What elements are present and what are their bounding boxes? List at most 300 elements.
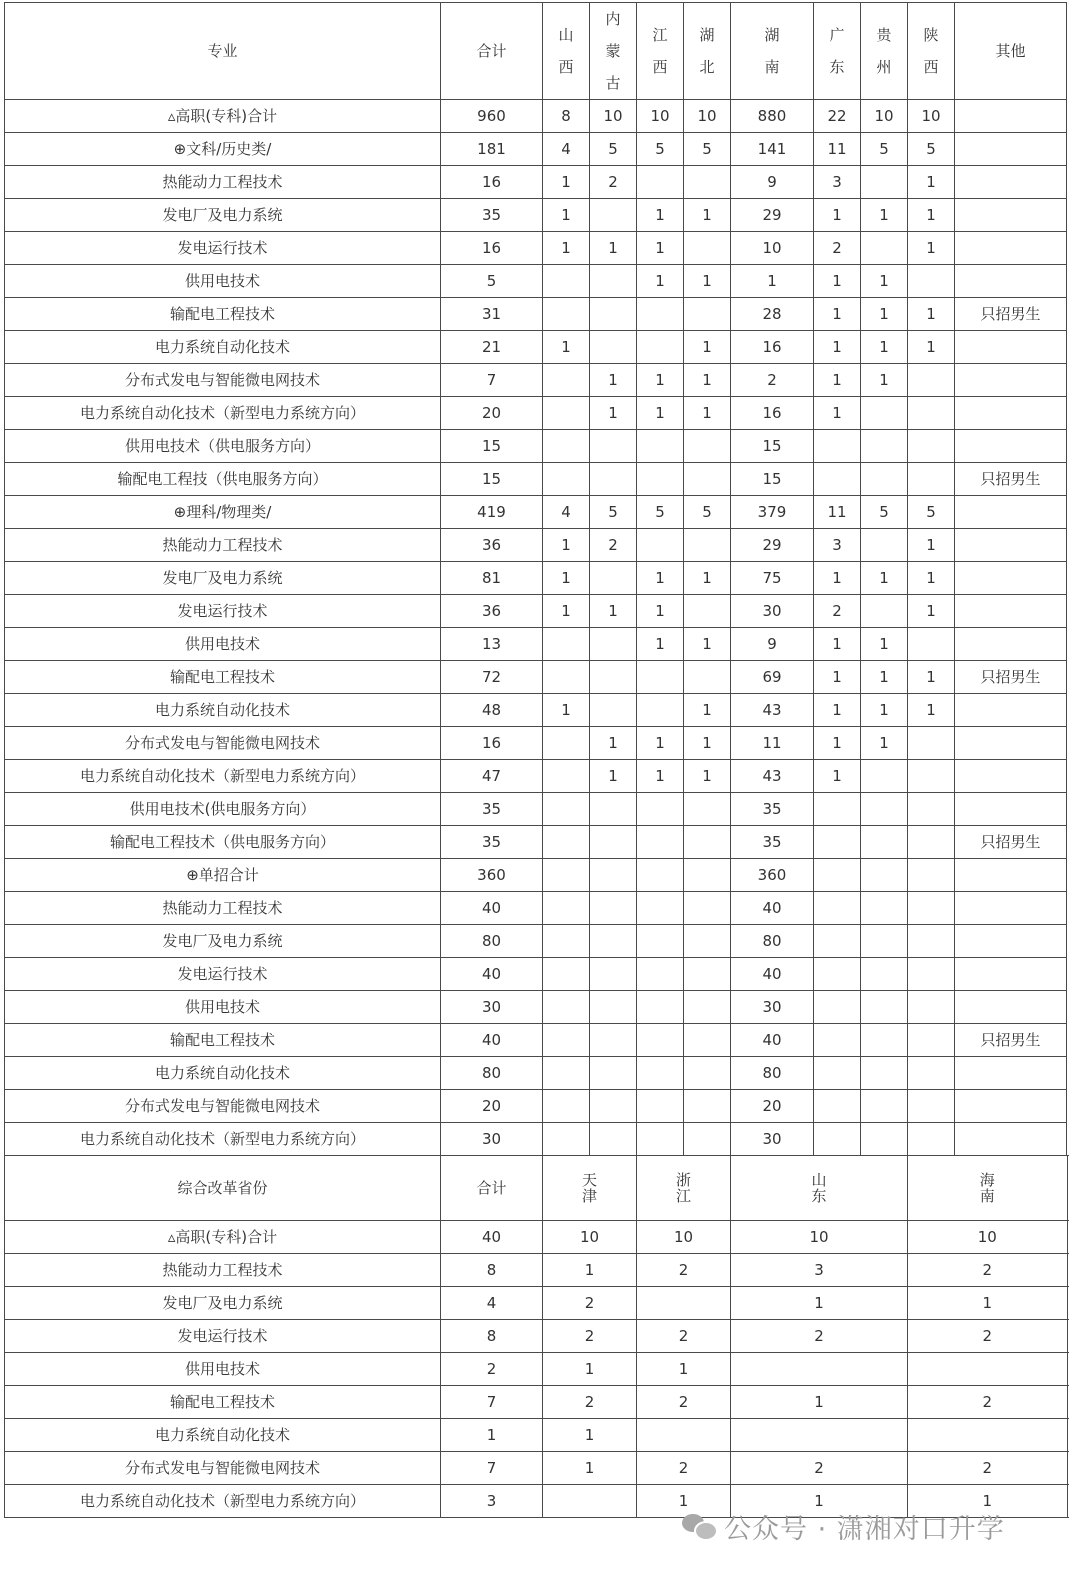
quota-cell: 1	[543, 199, 590, 232]
table-row	[5, 430, 1068, 463]
quota-cell: 7	[441, 1386, 543, 1419]
quota-cell	[590, 991, 637, 1024]
table-row	[5, 496, 1068, 529]
major-name: 供用电技术	[5, 628, 441, 661]
quota-cell: 1	[731, 1386, 908, 1419]
remark	[955, 265, 1067, 298]
reform-row	[5, 1386, 1068, 1419]
table-row	[5, 133, 1068, 166]
quota-cell: 2	[731, 1452, 908, 1485]
quota-cell	[543, 1057, 590, 1090]
header-province: 江 西	[637, 3, 684, 100]
quota-cell: 1	[441, 1419, 543, 1452]
major-name: 分布式发电与智能微电网技术	[5, 364, 441, 397]
quota-cell: 1	[814, 628, 861, 661]
quota-cell: 1	[861, 265, 908, 298]
quota-cell: 10	[684, 100, 731, 133]
quota-cell: 1	[861, 199, 908, 232]
quota-cell: 5	[861, 133, 908, 166]
quota-cell: 35	[441, 793, 543, 826]
quota-cell	[684, 991, 731, 1024]
quota-cell	[908, 760, 955, 793]
header-province: 陕 西	[908, 3, 955, 100]
quota-cell	[861, 859, 908, 892]
quota-cell	[543, 1090, 590, 1123]
wechat-icon	[682, 1512, 716, 1540]
quota-cell	[684, 859, 731, 892]
quota-cell	[814, 892, 861, 925]
quota-cell	[590, 892, 637, 925]
quota-cell	[908, 991, 955, 1024]
quota-cell	[861, 826, 908, 859]
quota-cell: 4	[441, 1287, 543, 1320]
quota-cell	[908, 727, 955, 760]
quota-cell: 2	[637, 1452, 731, 1485]
quota-cell: 1	[861, 298, 908, 331]
quota-cell	[637, 826, 684, 859]
quota-cell	[814, 793, 861, 826]
quota-cell: 1	[908, 331, 955, 364]
quota-cell: 1	[861, 364, 908, 397]
quota-cell	[637, 1057, 684, 1090]
quota-cell: 2	[543, 1320, 637, 1353]
quota-cell: 15	[441, 430, 543, 463]
quota-cell	[861, 958, 908, 991]
quota-cell	[590, 628, 637, 661]
quota-cell: 1	[908, 199, 955, 232]
quota-cell: 30	[731, 1123, 814, 1156]
quota-cell	[908, 826, 955, 859]
quota-cell	[637, 1024, 684, 1057]
reform-header-row	[5, 1156, 1068, 1221]
quota-cell	[814, 1090, 861, 1123]
major-name: 发电厂及电力系统	[5, 925, 441, 958]
quota-cell: 1	[543, 1452, 637, 1485]
quota-cell	[814, 1057, 861, 1090]
major-name: ▵高职(专科)合计	[5, 1221, 441, 1254]
quota-cell: 1	[861, 331, 908, 364]
quota-cell: 1	[861, 628, 908, 661]
quota-cell: 15	[731, 430, 814, 463]
quota-cell	[861, 1024, 908, 1057]
quota-cell: 8	[441, 1320, 543, 1353]
quota-cell: 1	[861, 694, 908, 727]
quota-cell: 1	[908, 1287, 1068, 1320]
quota-cell: 1	[814, 661, 861, 694]
quota-cell: 10	[543, 1221, 637, 1254]
quota-cell	[814, 859, 861, 892]
reform-header-empty	[1067, 1156, 1068, 1221]
quota-cell: 7	[441, 1452, 543, 1485]
quota-cell	[908, 1090, 955, 1123]
quota-cell: 1	[908, 595, 955, 628]
quota-cell	[590, 1057, 637, 1090]
remark	[955, 232, 1067, 265]
quota-cell: 1	[543, 331, 590, 364]
quota-cell: 43	[731, 694, 814, 727]
quota-cell: 2	[814, 595, 861, 628]
quota-cell	[637, 1090, 684, 1123]
remark	[955, 397, 1067, 430]
table-row	[5, 1123, 1068, 1156]
quota-cell: 30	[441, 1123, 543, 1156]
quota-cell: 2	[590, 529, 637, 562]
quota-cell	[814, 925, 861, 958]
quota-cell: 360	[441, 859, 543, 892]
quota-cell: 2	[637, 1386, 731, 1419]
remark	[955, 760, 1067, 793]
header-row	[5, 3, 1068, 100]
quota-cell	[543, 298, 590, 331]
table-row	[5, 991, 1068, 1024]
quota-cell: 5	[684, 496, 731, 529]
quota-cell	[637, 298, 684, 331]
quota-cell: 80	[731, 1057, 814, 1090]
quota-cell	[637, 991, 684, 1024]
quota-cell: 30	[441, 991, 543, 1024]
reform-row	[5, 1221, 1068, 1254]
table-row	[5, 628, 1068, 661]
quota-cell	[814, 1024, 861, 1057]
table-row	[5, 595, 1068, 628]
reform-header-province: 海 南	[908, 1156, 1068, 1221]
table-row	[5, 826, 1068, 859]
major-name: ⊕文科/历史类/	[5, 133, 441, 166]
quota-cell	[684, 1090, 731, 1123]
reform-header-label: 综合改革省份	[5, 1156, 441, 1221]
quota-cell: 1	[637, 1353, 731, 1386]
quota-cell: 20	[441, 1090, 543, 1123]
quota-cell	[590, 562, 637, 595]
major-name: 发电运行技术	[5, 232, 441, 265]
quota-cell: 1	[637, 628, 684, 661]
quota-cell	[908, 397, 955, 430]
quota-cell	[543, 1123, 590, 1156]
quota-cell	[637, 958, 684, 991]
quota-cell: 10	[590, 100, 637, 133]
table-row	[5, 793, 1068, 826]
table-row	[5, 1024, 1068, 1057]
quota-cell: 1	[637, 265, 684, 298]
quota-cell	[590, 298, 637, 331]
quota-cell	[590, 1090, 637, 1123]
quota-cell: 35	[441, 826, 543, 859]
major-name: 输配电工程技术	[5, 1386, 441, 1419]
remark	[1067, 1287, 1068, 1320]
quota-cell: 15	[441, 463, 543, 496]
quota-cell: 7	[441, 364, 543, 397]
quota-cell	[908, 925, 955, 958]
header-other: 其他	[955, 3, 1067, 100]
remark: 只招男生	[955, 826, 1067, 859]
quota-cell	[543, 364, 590, 397]
quota-cell: 69	[731, 661, 814, 694]
quota-cell: 1	[861, 727, 908, 760]
major-name: 电力系统自动化技术（新型电力系统方向）	[5, 1123, 441, 1156]
quota-cell: 1	[814, 364, 861, 397]
quota-cell: 16	[441, 727, 543, 760]
remark	[955, 793, 1067, 826]
quota-cell	[861, 991, 908, 1024]
quota-cell: 1	[543, 166, 590, 199]
watermark	[682, 1505, 1005, 1547]
quota-cell	[590, 265, 637, 298]
quota-cell: 3	[731, 1254, 908, 1287]
remark	[955, 694, 1067, 727]
remark	[955, 1090, 1067, 1123]
quota-cell: 5	[637, 496, 684, 529]
quota-cell	[731, 1353, 908, 1386]
quota-cell: 4	[543, 496, 590, 529]
quota-cell	[543, 826, 590, 859]
header-province: 内 蒙 古	[590, 3, 637, 100]
quota-cell	[590, 661, 637, 694]
remark	[955, 133, 1067, 166]
quota-cell: 1	[590, 364, 637, 397]
major-name: 分布式发电与智能微电网技术	[5, 1090, 441, 1123]
quota-cell: 10	[637, 100, 684, 133]
quota-cell	[590, 859, 637, 892]
table-row	[5, 265, 1068, 298]
quota-cell: 13	[441, 628, 543, 661]
quota-cell: 31	[441, 298, 543, 331]
quota-cell: 2	[908, 1452, 1068, 1485]
quota-cell: 1	[684, 199, 731, 232]
quota-cell: 1	[908, 529, 955, 562]
major-name: 发电运行技术	[5, 1320, 441, 1353]
major-name: 电力系统自动化技术（新型电力系统方向）	[5, 760, 441, 793]
major-name: 电力系统自动化技术	[5, 694, 441, 727]
quota-cell: 1	[731, 265, 814, 298]
table-row	[5, 694, 1068, 727]
quota-cell	[814, 958, 861, 991]
remark	[955, 364, 1067, 397]
quota-cell: 10	[731, 1221, 908, 1254]
quota-cell: 1	[590, 595, 637, 628]
quota-cell: 9	[731, 628, 814, 661]
quota-cell	[590, 199, 637, 232]
quota-cell	[543, 925, 590, 958]
quota-cell	[908, 628, 955, 661]
quota-cell	[637, 463, 684, 496]
quota-cell: 1	[908, 166, 955, 199]
quota-cell	[543, 397, 590, 430]
quota-cell	[590, 463, 637, 496]
quota-cell: 2	[908, 1320, 1068, 1353]
quota-cell	[543, 727, 590, 760]
remark	[1067, 1419, 1068, 1452]
major-name: 输配电工程技术	[5, 298, 441, 331]
quota-cell: 1	[731, 1287, 908, 1320]
quota-cell: 1	[543, 232, 590, 265]
quota-cell	[908, 265, 955, 298]
quota-cell	[543, 463, 590, 496]
quota-cell	[814, 1123, 861, 1156]
header-province: 湖 南	[731, 3, 814, 100]
header-major: 专业	[5, 3, 441, 100]
quota-cell: 379	[731, 496, 814, 529]
remark	[955, 1123, 1067, 1156]
quota-cell: 1	[814, 265, 861, 298]
quota-cell: 16	[731, 397, 814, 430]
header-province: 湖 北	[684, 3, 731, 100]
table-row	[5, 331, 1068, 364]
quota-cell: 4	[543, 133, 590, 166]
quota-cell: 11	[814, 496, 861, 529]
remark	[955, 529, 1067, 562]
quota-cell: 80	[441, 1057, 543, 1090]
quota-cell: 1	[637, 199, 684, 232]
quota-cell	[543, 859, 590, 892]
quota-cell: 16	[441, 166, 543, 199]
quota-cell	[908, 958, 955, 991]
quota-cell	[637, 892, 684, 925]
quota-cell: 3	[814, 166, 861, 199]
quota-cell: 1	[908, 694, 955, 727]
quota-cell: 1	[908, 232, 955, 265]
quota-cell	[637, 331, 684, 364]
quota-cell	[861, 1057, 908, 1090]
quota-cell	[908, 1353, 1068, 1386]
quota-cell: 43	[731, 760, 814, 793]
quota-cell: 36	[441, 529, 543, 562]
table-row	[5, 1057, 1068, 1090]
quota-cell: 2	[543, 1287, 637, 1320]
header-province: 广 东	[814, 3, 861, 100]
quota-cell	[684, 892, 731, 925]
quota-cell: 1	[861, 661, 908, 694]
quota-cell: 35	[731, 793, 814, 826]
major-name: 输配电工程技术（供电服务方向）	[5, 826, 441, 859]
quota-cell: 1	[814, 298, 861, 331]
quota-cell: 1	[637, 1485, 731, 1518]
quota-cell: 80	[731, 925, 814, 958]
quota-cell: 1	[814, 199, 861, 232]
quota-cell	[861, 925, 908, 958]
quota-cell	[684, 925, 731, 958]
quota-cell: 1	[543, 562, 590, 595]
table-row	[5, 298, 1068, 331]
quota-cell	[684, 529, 731, 562]
quota-cell	[590, 958, 637, 991]
major-name: ⊕单招合计	[5, 859, 441, 892]
quota-cell: 11	[814, 133, 861, 166]
table-row	[5, 760, 1068, 793]
quota-cell	[684, 661, 731, 694]
remark	[955, 628, 1067, 661]
reform-header-province: 山 东	[731, 1156, 908, 1221]
quota-cell: 2	[590, 166, 637, 199]
header-province: 山 西	[543, 3, 590, 100]
quota-cell: 1	[684, 265, 731, 298]
quota-cell: 15	[731, 463, 814, 496]
major-name: ⊕理科/物理类/	[5, 496, 441, 529]
remark	[955, 166, 1067, 199]
remark	[1067, 1452, 1068, 1485]
quota-cell: 40	[731, 958, 814, 991]
reform-row	[5, 1419, 1068, 1452]
quota-cell	[637, 166, 684, 199]
quota-cell: 360	[731, 859, 814, 892]
major-name: 电力系统自动化技术	[5, 1057, 441, 1090]
quota-cell	[684, 1057, 731, 1090]
remark	[955, 1057, 1067, 1090]
major-name: 热能动力工程技术	[5, 166, 441, 199]
header-province: 贵 州	[861, 3, 908, 100]
quota-cell	[861, 397, 908, 430]
remark	[955, 595, 1067, 628]
quota-cell	[684, 166, 731, 199]
quota-cell	[684, 595, 731, 628]
quota-cell: 5	[441, 265, 543, 298]
reform-row	[5, 1287, 1068, 1320]
table-row	[5, 529, 1068, 562]
quota-cell: 36	[441, 595, 543, 628]
quota-cell	[637, 529, 684, 562]
remark: 只招男生	[955, 661, 1067, 694]
quota-cell	[637, 1419, 731, 1452]
quota-cell	[814, 430, 861, 463]
quota-cell	[590, 430, 637, 463]
quota-cell: 1	[684, 628, 731, 661]
reform-header-total: 合计	[441, 1156, 543, 1221]
quota-cell: 9	[731, 166, 814, 199]
quota-cell	[908, 1123, 955, 1156]
quota-cell: 1	[908, 298, 955, 331]
table-row	[5, 232, 1068, 265]
quota-cell: 20	[731, 1090, 814, 1123]
quota-cell: 40	[441, 1024, 543, 1057]
quota-cell: 1	[684, 727, 731, 760]
quota-cell: 1	[590, 397, 637, 430]
quota-cell: 181	[441, 133, 543, 166]
major-name: 电力系统自动化技术	[5, 1419, 441, 1452]
major-name: 供用电技术(供电服务方向）	[5, 793, 441, 826]
quota-cell: 1	[543, 694, 590, 727]
quota-cell: 2	[731, 364, 814, 397]
quota-cell: 81	[441, 562, 543, 595]
quota-cell	[590, 826, 637, 859]
quota-cell	[543, 430, 590, 463]
quota-cell	[908, 1024, 955, 1057]
quota-cell	[543, 892, 590, 925]
quota-cell: 29	[731, 529, 814, 562]
quota-cell	[543, 793, 590, 826]
major-name: 发电运行技术	[5, 958, 441, 991]
quota-cell	[814, 991, 861, 1024]
remark	[955, 199, 1067, 232]
quota-cell: 2	[908, 1386, 1068, 1419]
quota-cell	[543, 991, 590, 1024]
quota-cell: 40	[731, 1024, 814, 1057]
quota-cell: 2	[908, 1254, 1068, 1287]
quota-cell	[908, 793, 955, 826]
table-row	[5, 727, 1068, 760]
major-name: 热能动力工程技术	[5, 1254, 441, 1287]
quota-cell: 1	[590, 760, 637, 793]
remark	[955, 100, 1067, 133]
remark	[955, 430, 1067, 463]
quota-cell: 3	[441, 1485, 543, 1518]
remark	[955, 859, 1067, 892]
quota-cell	[861, 760, 908, 793]
quota-cell: 1	[684, 562, 731, 595]
quota-cell	[908, 892, 955, 925]
quota-cell	[590, 925, 637, 958]
major-name: 分布式发电与智能微电网技术	[5, 727, 441, 760]
major-name: 电力系统自动化技术（新型电力系统方向）	[5, 397, 441, 430]
quota-cell: 880	[731, 100, 814, 133]
